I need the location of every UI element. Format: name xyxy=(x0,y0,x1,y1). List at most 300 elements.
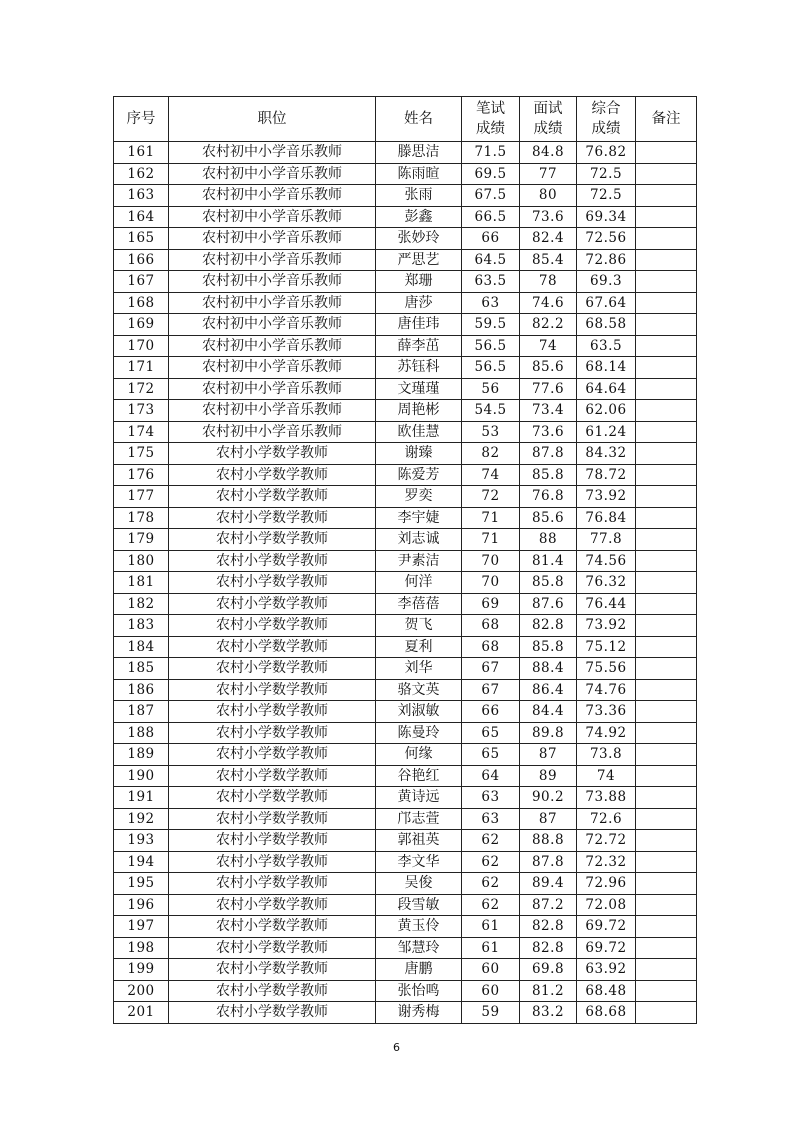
cell-remark xyxy=(636,701,697,723)
cell-total-score: 76.84 xyxy=(577,507,636,529)
cell-total-score: 69.34 xyxy=(577,206,636,228)
cell-written-score: 63 xyxy=(462,808,520,830)
cell-written-score: 71 xyxy=(462,529,520,551)
cell-name: 张雨 xyxy=(376,185,462,207)
cell-index: 182 xyxy=(114,593,169,615)
table-row xyxy=(114,357,697,379)
table-row xyxy=(114,550,697,572)
cell-name: 文瑾瑾 xyxy=(376,378,462,400)
cell-interview-score: 69.8 xyxy=(520,959,577,981)
cell-total-score: 68.48 xyxy=(577,980,636,1002)
cell-interview-score: 84.4 xyxy=(520,701,577,723)
cell-position: 农村小学数学教师 xyxy=(169,808,376,830)
table-row xyxy=(114,636,697,658)
cell-index: 170 xyxy=(114,335,169,357)
table-row xyxy=(114,206,697,228)
header-interview-line1: 面试 xyxy=(533,101,563,117)
cell-name: 张怡鸣 xyxy=(376,980,462,1002)
cell-index: 189 xyxy=(114,744,169,766)
cell-remark xyxy=(636,744,697,766)
cell-interview-score: 81.4 xyxy=(520,550,577,572)
cell-written-score: 64 xyxy=(462,765,520,787)
table-row xyxy=(114,679,697,701)
table-row xyxy=(114,314,697,336)
cell-interview-score: 87.2 xyxy=(520,894,577,916)
cell-interview-score: 84.8 xyxy=(520,142,577,164)
cell-position: 农村小学数学教师 xyxy=(169,615,376,637)
header-interview-score xyxy=(520,97,577,142)
cell-interview-score: 82.8 xyxy=(520,937,577,959)
header-index: 序号 xyxy=(114,97,169,142)
cell-interview-score: 86.4 xyxy=(520,679,577,701)
cell-position: 农村小学数学教师 xyxy=(169,916,376,938)
cell-remark xyxy=(636,1002,697,1024)
cell-name: 罗奕 xyxy=(376,486,462,508)
cell-index: 195 xyxy=(114,873,169,895)
table-row xyxy=(114,249,697,271)
table-row xyxy=(114,980,697,1002)
cell-total-score: 69.72 xyxy=(577,916,636,938)
cell-written-score: 67 xyxy=(462,658,520,680)
cell-interview-score: 81.2 xyxy=(520,980,577,1002)
cell-index: 177 xyxy=(114,486,169,508)
cell-interview-score: 78 xyxy=(520,271,577,293)
cell-interview-score: 85.8 xyxy=(520,636,577,658)
cell-total-score: 72.6 xyxy=(577,808,636,830)
cell-written-score: 63 xyxy=(462,292,520,314)
cell-position: 农村小学数学教师 xyxy=(169,593,376,615)
cell-interview-score: 87.8 xyxy=(520,443,577,465)
cell-position: 农村小学数学教师 xyxy=(169,959,376,981)
cell-written-score: 65 xyxy=(462,744,520,766)
cell-written-score: 67 xyxy=(462,679,520,701)
cell-remark xyxy=(636,400,697,422)
cell-name: 郑珊 xyxy=(376,271,462,293)
table-row xyxy=(114,937,697,959)
cell-written-score: 68 xyxy=(462,615,520,637)
cell-total-score: 75.56 xyxy=(577,658,636,680)
table-row xyxy=(114,851,697,873)
cell-position: 农村小学数学教师 xyxy=(169,443,376,465)
table-row xyxy=(114,228,697,250)
cell-name: 唐佳玮 xyxy=(376,314,462,336)
cell-total-score: 72.72 xyxy=(577,830,636,852)
cell-written-score: 56.5 xyxy=(462,357,520,379)
cell-remark xyxy=(636,249,697,271)
cell-total-score: 76.44 xyxy=(577,593,636,615)
cell-written-score: 61 xyxy=(462,916,520,938)
cell-written-score: 82 xyxy=(462,443,520,465)
cell-interview-score: 85.8 xyxy=(520,464,577,486)
cell-remark xyxy=(636,679,697,701)
cell-index: 176 xyxy=(114,464,169,486)
cell-index: 186 xyxy=(114,679,169,701)
cell-index: 164 xyxy=(114,206,169,228)
cell-interview-score: 74 xyxy=(520,335,577,357)
cell-remark xyxy=(636,142,697,164)
cell-written-score: 59.5 xyxy=(462,314,520,336)
cell-index: 175 xyxy=(114,443,169,465)
cell-name: 贺飞 xyxy=(376,615,462,637)
cell-position: 农村初中小学音乐教师 xyxy=(169,271,376,293)
cell-interview-score: 82.2 xyxy=(520,314,577,336)
cell-position: 农村小学数学教师 xyxy=(169,744,376,766)
cell-index: 197 xyxy=(114,916,169,938)
cell-remark xyxy=(636,163,697,185)
cell-position: 农村初中小学音乐教师 xyxy=(169,292,376,314)
cell-total-score: 76.32 xyxy=(577,572,636,594)
cell-name: 滕思洁 xyxy=(376,142,462,164)
cell-remark xyxy=(636,292,697,314)
cell-name: 何洋 xyxy=(376,572,462,594)
cell-index: 199 xyxy=(114,959,169,981)
cell-index: 161 xyxy=(114,142,169,164)
cell-name: 彭鑫 xyxy=(376,206,462,228)
cell-position: 农村初中小学音乐教师 xyxy=(169,357,376,379)
cell-position: 农村小学数学教师 xyxy=(169,722,376,744)
cell-position: 农村小学数学教师 xyxy=(169,937,376,959)
cell-written-score: 56 xyxy=(462,378,520,400)
cell-index: 178 xyxy=(114,507,169,529)
cell-index: 168 xyxy=(114,292,169,314)
cell-index: 181 xyxy=(114,572,169,594)
cell-position: 农村初中小学音乐教师 xyxy=(169,378,376,400)
cell-total-score: 72.96 xyxy=(577,873,636,895)
cell-name: 刘志诚 xyxy=(376,529,462,551)
cell-index: 169 xyxy=(114,314,169,336)
cell-index: 162 xyxy=(114,163,169,185)
cell-name: 张妙玲 xyxy=(376,228,462,250)
cell-total-score: 64.64 xyxy=(577,378,636,400)
cell-remark xyxy=(636,421,697,443)
table-row xyxy=(114,464,697,486)
cell-position: 农村小学数学教师 xyxy=(169,636,376,658)
cell-index: 188 xyxy=(114,722,169,744)
cell-name: 尹素洁 xyxy=(376,550,462,572)
cell-name: 刘华 xyxy=(376,658,462,680)
cell-remark xyxy=(636,593,697,615)
cell-written-score: 74 xyxy=(462,464,520,486)
table-row xyxy=(114,916,697,938)
cell-total-score: 72.32 xyxy=(577,851,636,873)
cell-interview-score: 77.6 xyxy=(520,378,577,400)
cell-position: 农村小学数学教师 xyxy=(169,765,376,787)
cell-written-score: 65 xyxy=(462,722,520,744)
cell-name: 吴俊 xyxy=(376,873,462,895)
cell-total-score: 73.92 xyxy=(577,486,636,508)
cell-remark xyxy=(636,529,697,551)
table-row xyxy=(114,808,697,830)
cell-position: 农村初中小学音乐教师 xyxy=(169,314,376,336)
cell-name: 段雪敏 xyxy=(376,894,462,916)
cell-name: 骆文英 xyxy=(376,679,462,701)
cell-total-score: 61.24 xyxy=(577,421,636,443)
cell-interview-score: 82.8 xyxy=(520,615,577,637)
cell-remark xyxy=(636,658,697,680)
cell-total-score: 63.92 xyxy=(577,959,636,981)
cell-interview-score: 80 xyxy=(520,185,577,207)
cell-remark xyxy=(636,894,697,916)
cell-remark xyxy=(636,464,697,486)
cell-position: 农村小学数学教师 xyxy=(169,980,376,1002)
cell-written-score: 61 xyxy=(462,937,520,959)
cell-position: 农村小学数学教师 xyxy=(169,529,376,551)
cell-position: 农村小学数学教师 xyxy=(169,550,376,572)
cell-written-score: 66 xyxy=(462,228,520,250)
cell-total-score: 72.5 xyxy=(577,163,636,185)
table-row xyxy=(114,142,697,164)
cell-total-score: 72.5 xyxy=(577,185,636,207)
cell-index: 196 xyxy=(114,894,169,916)
cell-index: 200 xyxy=(114,980,169,1002)
cell-name: 谢臻 xyxy=(376,443,462,465)
table-row xyxy=(114,701,697,723)
table-row xyxy=(114,744,697,766)
cell-name: 李蓓蓓 xyxy=(376,593,462,615)
cell-remark xyxy=(636,271,697,293)
cell-remark xyxy=(636,830,697,852)
cell-name: 李文华 xyxy=(376,851,462,873)
cell-index: 172 xyxy=(114,378,169,400)
cell-written-score: 70 xyxy=(462,550,520,572)
cell-interview-score: 85.6 xyxy=(520,357,577,379)
cell-interview-score: 87 xyxy=(520,744,577,766)
cell-index: 171 xyxy=(114,357,169,379)
cell-position: 农村小学数学教师 xyxy=(169,830,376,852)
cell-index: 194 xyxy=(114,851,169,873)
cell-position: 农村初中小学音乐教师 xyxy=(169,228,376,250)
cell-name: 李宇婕 xyxy=(376,507,462,529)
cell-index: 201 xyxy=(114,1002,169,1024)
cell-interview-score: 88 xyxy=(520,529,577,551)
cell-name: 何缘 xyxy=(376,744,462,766)
cell-written-score: 71.5 xyxy=(462,142,520,164)
cell-index: 190 xyxy=(114,765,169,787)
cell-remark xyxy=(636,572,697,594)
table-row xyxy=(114,335,697,357)
cell-written-score: 60 xyxy=(462,980,520,1002)
cell-remark xyxy=(636,808,697,830)
cell-total-score: 84.32 xyxy=(577,443,636,465)
cell-remark xyxy=(636,636,697,658)
cell-position: 农村小学数学教师 xyxy=(169,851,376,873)
table-row xyxy=(114,615,697,637)
cell-name: 夏利 xyxy=(376,636,462,658)
cell-index: 192 xyxy=(114,808,169,830)
header-written-score xyxy=(462,97,520,142)
cell-total-score: 68.68 xyxy=(577,1002,636,1024)
cell-written-score: 71 xyxy=(462,507,520,529)
cell-interview-score: 90.2 xyxy=(520,787,577,809)
cell-name: 严思艺 xyxy=(376,249,462,271)
cell-position: 农村初中小学音乐教师 xyxy=(169,400,376,422)
table-row xyxy=(114,400,697,422)
cell-position: 农村初中小学音乐教师 xyxy=(169,185,376,207)
cell-total-score: 73.88 xyxy=(577,787,636,809)
cell-remark xyxy=(636,443,697,465)
cell-written-score: 70 xyxy=(462,572,520,594)
cell-total-score: 73.8 xyxy=(577,744,636,766)
cell-written-score: 68 xyxy=(462,636,520,658)
cell-remark xyxy=(636,959,697,981)
cell-index: 191 xyxy=(114,787,169,809)
page-number: 6 xyxy=(393,1041,400,1054)
header-total-line2: 成绩 xyxy=(591,121,621,137)
cell-index: 179 xyxy=(114,529,169,551)
cell-remark xyxy=(636,722,697,744)
cell-interview-score: 87.6 xyxy=(520,593,577,615)
cell-interview-score: 85.4 xyxy=(520,249,577,271)
cell-interview-score: 88.8 xyxy=(520,830,577,852)
cell-total-score: 67.64 xyxy=(577,292,636,314)
cell-total-score: 72.08 xyxy=(577,894,636,916)
table-row xyxy=(114,787,697,809)
cell-total-score: 74.76 xyxy=(577,679,636,701)
cell-position: 农村初中小学音乐教师 xyxy=(169,163,376,185)
table-row xyxy=(114,185,697,207)
cell-index: 174 xyxy=(114,421,169,443)
cell-name: 邝志萱 xyxy=(376,808,462,830)
cell-total-score: 74.92 xyxy=(577,722,636,744)
cell-interview-score: 82.4 xyxy=(520,228,577,250)
cell-name: 陈爱芳 xyxy=(376,464,462,486)
cell-remark xyxy=(636,550,697,572)
cell-remark xyxy=(636,314,697,336)
cell-remark xyxy=(636,185,697,207)
cell-position: 农村初中小学音乐教师 xyxy=(169,421,376,443)
header-position: 职位 xyxy=(169,97,376,142)
cell-total-score: 77.8 xyxy=(577,529,636,551)
cell-interview-score: 87.8 xyxy=(520,851,577,873)
cell-total-score: 69.72 xyxy=(577,937,636,959)
cell-remark xyxy=(636,787,697,809)
header-written-line2: 成绩 xyxy=(476,121,505,137)
cell-name: 黄诗远 xyxy=(376,787,462,809)
cell-interview-score: 89.8 xyxy=(520,722,577,744)
cell-total-score: 73.92 xyxy=(577,615,636,637)
cell-written-score: 53 xyxy=(462,421,520,443)
cell-written-score: 62 xyxy=(462,830,520,852)
cell-position: 农村小学数学教师 xyxy=(169,787,376,809)
cell-remark xyxy=(636,916,697,938)
cell-position: 农村小学数学教师 xyxy=(169,679,376,701)
header-interview-line2: 成绩 xyxy=(533,121,563,137)
cell-position: 农村小学数学教师 xyxy=(169,572,376,594)
cell-position: 农村初中小学音乐教师 xyxy=(169,206,376,228)
cell-position: 农村小学数学教师 xyxy=(169,464,376,486)
header-total-line1: 综合 xyxy=(591,101,621,117)
cell-remark xyxy=(636,357,697,379)
cell-name: 黄玉伶 xyxy=(376,916,462,938)
cell-interview-score: 73.6 xyxy=(520,206,577,228)
cell-index: 165 xyxy=(114,228,169,250)
cell-name: 周艳彬 xyxy=(376,400,462,422)
cell-interview-score: 85.8 xyxy=(520,572,577,594)
table-row xyxy=(114,873,697,895)
cell-total-score: 73.36 xyxy=(577,701,636,723)
cell-remark xyxy=(636,873,697,895)
table-row xyxy=(114,658,697,680)
table-body xyxy=(114,142,697,1024)
cell-written-score: 62 xyxy=(462,894,520,916)
cell-position: 农村小学数学教师 xyxy=(169,873,376,895)
cell-position: 农村小学数学教师 xyxy=(169,1002,376,1024)
cell-written-score: 72 xyxy=(462,486,520,508)
cell-index: 183 xyxy=(114,615,169,637)
cell-interview-score: 74.6 xyxy=(520,292,577,314)
cell-name: 欧佳慧 xyxy=(376,421,462,443)
cell-interview-score: 87 xyxy=(520,808,577,830)
cell-index: 173 xyxy=(114,400,169,422)
cell-written-score: 66 xyxy=(462,701,520,723)
cell-written-score: 60 xyxy=(462,959,520,981)
cell-interview-score: 83.2 xyxy=(520,1002,577,1024)
cell-interview-score: 77 xyxy=(520,163,577,185)
cell-total-score: 72.56 xyxy=(577,228,636,250)
cell-written-score: 67.5 xyxy=(462,185,520,207)
cell-total-score: 74 xyxy=(577,765,636,787)
cell-written-score: 64.5 xyxy=(462,249,520,271)
cell-written-score: 63 xyxy=(462,787,520,809)
cell-written-score: 66.5 xyxy=(462,206,520,228)
table-row xyxy=(114,271,697,293)
cell-remark xyxy=(636,980,697,1002)
cell-position: 农村初中小学音乐教师 xyxy=(169,249,376,271)
header-written-line1: 笔试 xyxy=(476,101,505,117)
cell-position: 农村小学数学教师 xyxy=(169,894,376,916)
table-row xyxy=(114,572,697,594)
cell-name: 苏钰科 xyxy=(376,357,462,379)
cell-interview-score: 73.4 xyxy=(520,400,577,422)
cell-name: 陈曼玲 xyxy=(376,722,462,744)
cell-position: 农村小学数学教师 xyxy=(169,486,376,508)
cell-position: 农村小学数学教师 xyxy=(169,507,376,529)
cell-written-score: 59 xyxy=(462,1002,520,1024)
cell-interview-score: 73.6 xyxy=(520,421,577,443)
cell-remark xyxy=(636,206,697,228)
cell-name: 唐鹏 xyxy=(376,959,462,981)
table-row xyxy=(114,443,697,465)
cell-total-score: 74.56 xyxy=(577,550,636,572)
cell-position: 农村初中小学音乐教师 xyxy=(169,142,376,164)
cell-total-score: 72.86 xyxy=(577,249,636,271)
table-row xyxy=(114,292,697,314)
cell-total-score: 68.14 xyxy=(577,357,636,379)
cell-index: 185 xyxy=(114,658,169,680)
cell-index: 163 xyxy=(114,185,169,207)
cell-index: 180 xyxy=(114,550,169,572)
cell-interview-score: 85.6 xyxy=(520,507,577,529)
cell-position: 农村小学数学教师 xyxy=(169,658,376,680)
score-table xyxy=(113,96,697,1024)
cell-remark xyxy=(636,335,697,357)
cell-total-score: 76.82 xyxy=(577,142,636,164)
table-row xyxy=(114,959,697,981)
cell-interview-score: 89.4 xyxy=(520,873,577,895)
cell-name: 刘淑敏 xyxy=(376,701,462,723)
table-row xyxy=(114,421,697,443)
table-row xyxy=(114,894,697,916)
cell-position: 农村小学数学教师 xyxy=(169,701,376,723)
table-row xyxy=(114,830,697,852)
cell-written-score: 54.5 xyxy=(462,400,520,422)
cell-interview-score: 89 xyxy=(520,765,577,787)
cell-name: 郭祖英 xyxy=(376,830,462,852)
table-row xyxy=(114,593,697,615)
cell-remark xyxy=(636,765,697,787)
cell-remark xyxy=(636,507,697,529)
cell-total-score: 69.3 xyxy=(577,271,636,293)
